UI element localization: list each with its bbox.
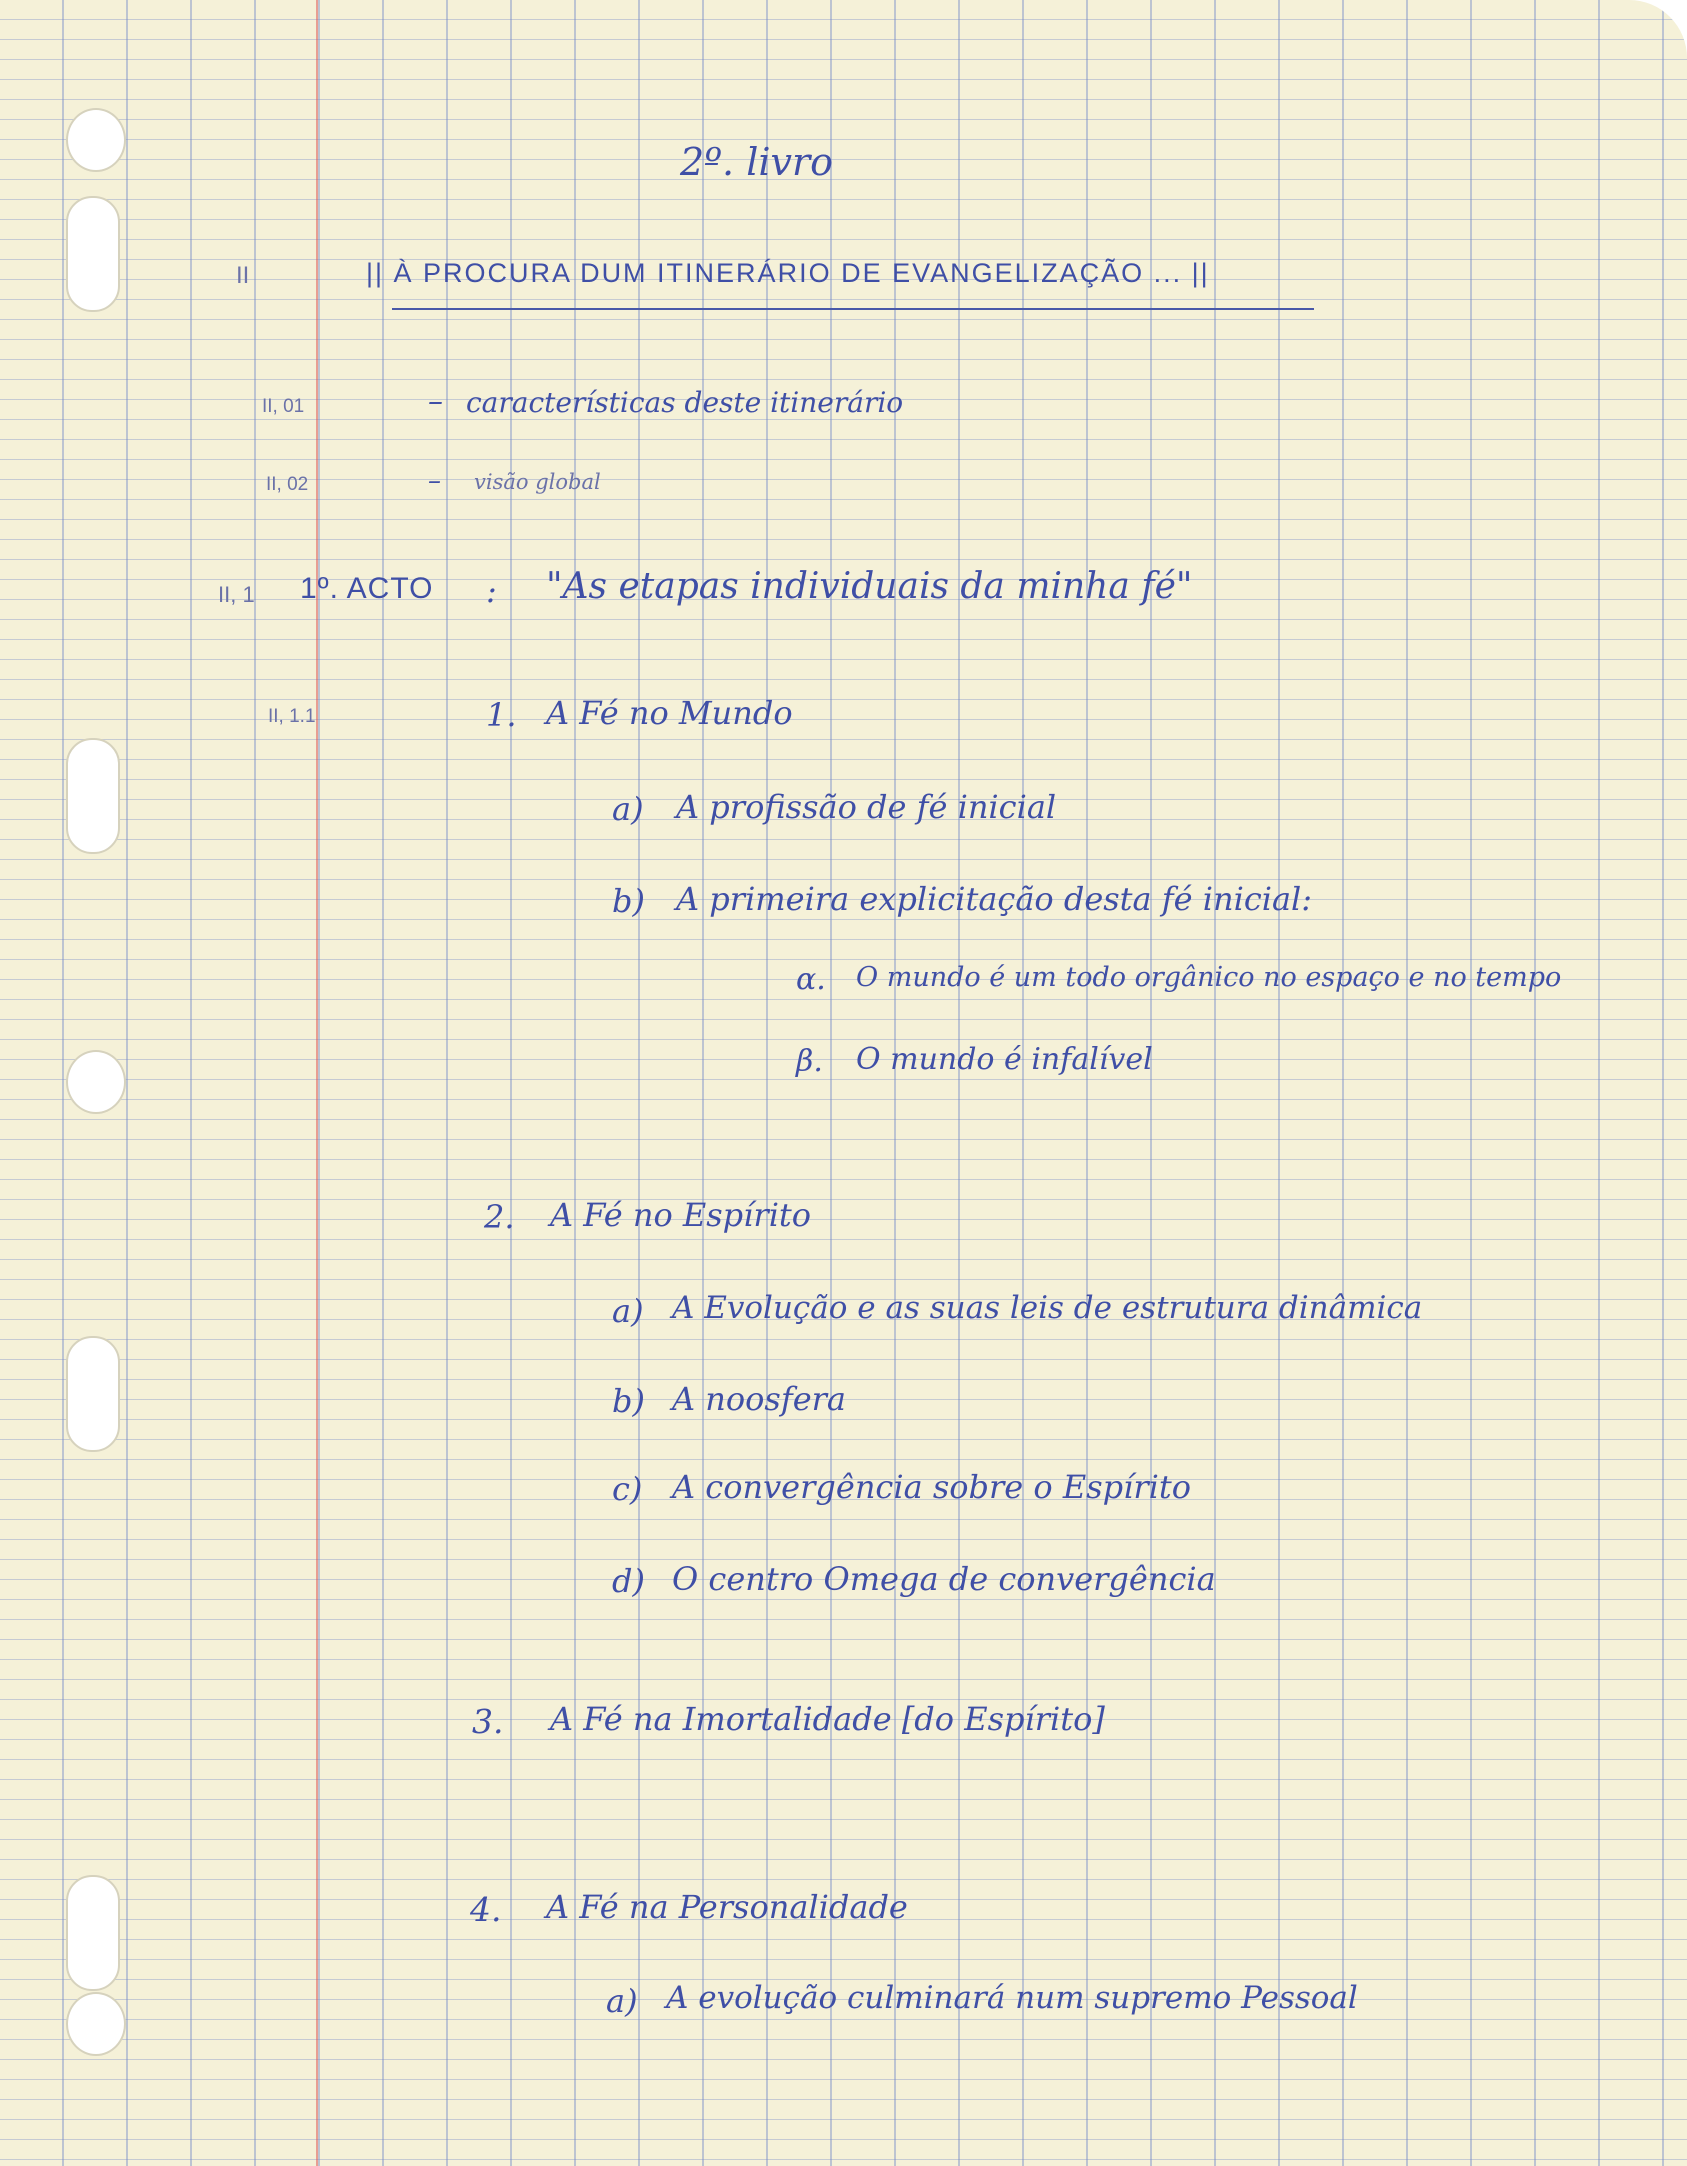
sub-marker: b): [612, 1382, 645, 1420]
sub-text: A profissão de fé inicial: [676, 788, 1057, 826]
sub-marker: a): [612, 1292, 644, 1330]
item-title: A Fé no Espírito: [550, 1196, 812, 1234]
greek-text: O mundo é um todo orgânico no espaço e no tempo: [856, 962, 1562, 993]
binder-slot: [66, 1336, 120, 1452]
section-code: II: [236, 262, 250, 289]
sub-marker: a): [606, 1982, 638, 2020]
greek-marker: α.: [796, 962, 826, 997]
act-label: 1º. ACTO: [300, 572, 434, 605]
sub-text: A noosfera: [672, 1380, 846, 1418]
item-number: 2.: [484, 1198, 515, 1236]
subsection-text: características deste itinerário: [466, 386, 904, 419]
item-number: 3.: [472, 1702, 504, 1741]
sub-marker: a): [612, 790, 644, 828]
subsection-text: visão global: [474, 470, 601, 494]
subsection-dash: –: [428, 384, 443, 419]
subsection-code: II, 02: [266, 474, 309, 495]
item-title: A Fé na Imortalidade [do Espírito]: [550, 1700, 1105, 1738]
book-heading: 2º. livro: [680, 140, 834, 184]
item-title: A Fé na Personalidade: [546, 1888, 908, 1926]
sub-text: A evolução culminará num supremo Pessoal: [666, 1980, 1358, 2016]
sub-marker: d): [612, 1562, 645, 1600]
title-underline: [392, 308, 1314, 310]
greek-marker: β.: [796, 1044, 823, 1079]
item-number: 4.: [470, 1890, 502, 1929]
subsection-code: II, 01: [262, 396, 305, 417]
binder-hole: [66, 108, 126, 172]
sub-text: A primeira explicitação desta fé inicial:: [676, 880, 1313, 918]
binder-hole: [66, 1992, 126, 2056]
binder-slot: [66, 1875, 120, 1991]
sub-marker: b): [612, 882, 645, 920]
act-colon: :: [486, 572, 497, 610]
sub-text: A Evolução e as suas leis de estrutura dinâmica: [672, 1290, 1423, 1326]
sub-text: O centro Omega de convergência: [672, 1560, 1216, 1598]
outline-code: II, 1.1: [268, 706, 316, 727]
act-code: II, 1: [218, 582, 255, 607]
main-title: || À PROCURA DUM ITINERÁRIO DE EVANGELIZAÇÃO ... ||: [366, 258, 1210, 288]
act-title: "As etapas individuais da minha fé": [546, 566, 1193, 607]
binder-slot: [66, 196, 120, 312]
binder-slot: [66, 738, 120, 854]
subsection-dash: –: [428, 466, 441, 496]
margin-line: [316, 0, 318, 2166]
item-number: 1.: [486, 696, 517, 734]
binder-hole: [66, 1050, 126, 1114]
sub-marker: c): [612, 1470, 643, 1508]
greek-text: O mundo é infalível: [856, 1042, 1153, 1077]
item-title: A Fé no Mundo: [546, 694, 793, 732]
sub-text: A convergência sobre o Espírito: [672, 1468, 1191, 1506]
